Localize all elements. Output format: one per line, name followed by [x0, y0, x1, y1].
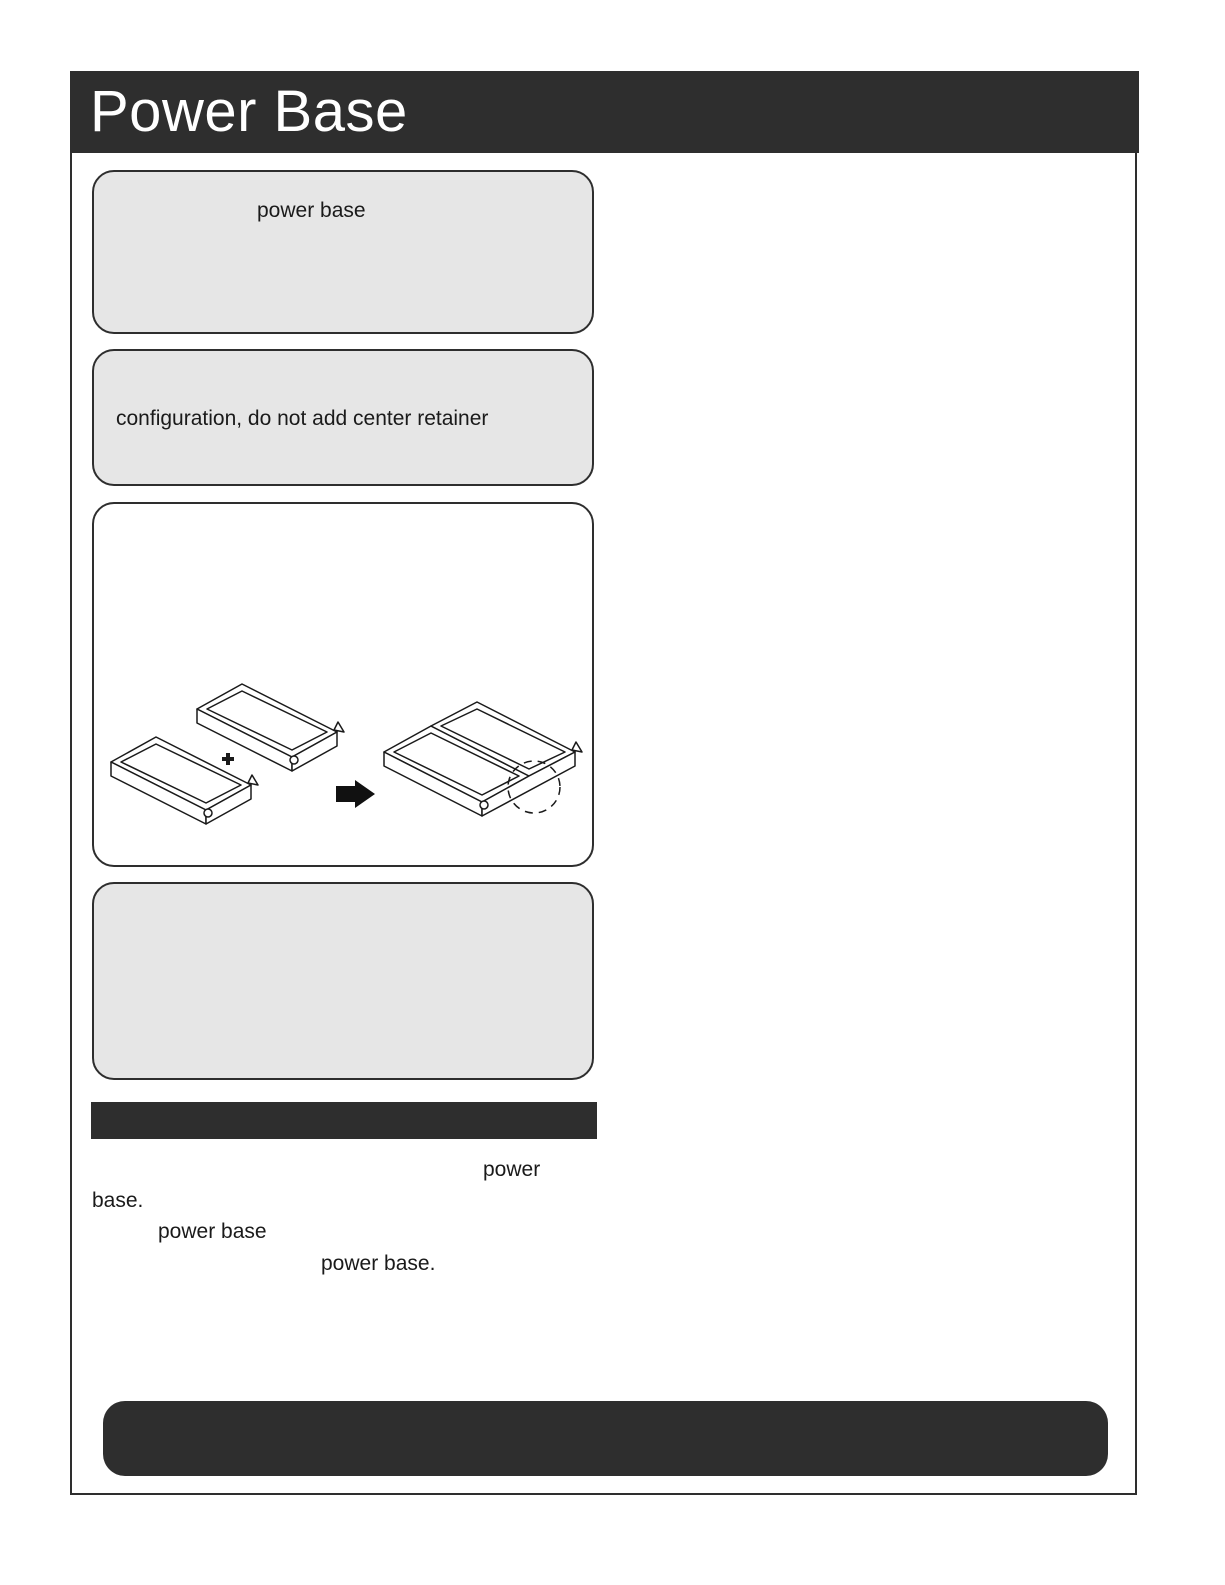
body-text-base: base.	[92, 1189, 144, 1212]
power-base-frames-joined	[384, 702, 582, 816]
footer-bar	[103, 1401, 1108, 1476]
panel-1-text: power base	[257, 199, 366, 222]
plus-icon	[222, 753, 234, 765]
info-panel-2	[92, 349, 594, 486]
panel-2-text: configuration, do not add center retainer	[116, 407, 489, 430]
page-header	[70, 71, 1139, 153]
body-text-power-base: power base	[158, 1220, 267, 1243]
page-title: Power Base	[90, 79, 408, 144]
illustration-panel	[92, 502, 594, 867]
right-arrow-icon	[336, 780, 375, 808]
body-text-power: power	[483, 1158, 541, 1181]
power-base-frame-back	[197, 684, 344, 771]
section-header-bar	[91, 1102, 597, 1139]
info-panel-1	[92, 170, 594, 334]
info-panel-4	[92, 882, 594, 1080]
body-text-power-base-end: power base.	[321, 1252, 436, 1275]
power-base-assembly-illustration	[94, 504, 592, 865]
power-base-frame-front	[111, 737, 258, 824]
